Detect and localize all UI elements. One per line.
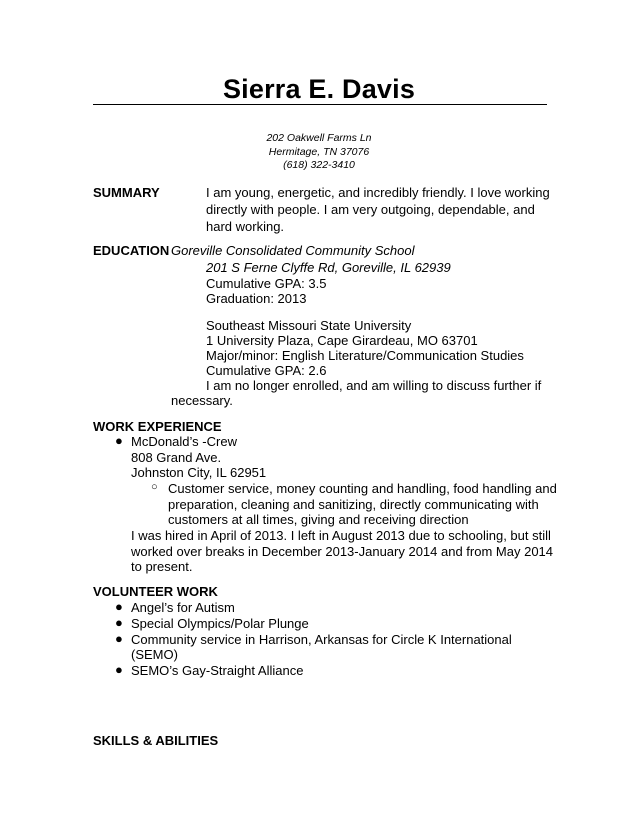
work-city: Johnston City, IL 62951 bbox=[131, 465, 267, 480]
summary-line: directly with people. I am very outgoing, dependable, and bbox=[206, 202, 535, 217]
school-graduation: Graduation: 2013 bbox=[206, 291, 307, 306]
bullet-icon: ● bbox=[115, 433, 123, 448]
volunteer-item: Community service in Harrison, Arkansas for Circle K International bbox=[131, 632, 512, 647]
work-heading: WORK EXPERIENCE bbox=[93, 419, 222, 434]
work-history-line: I was hired in April of 2013. I left in August 2013 due to schooling, but still bbox=[131, 528, 551, 543]
volunteer-item: SEMO’s Gay-Straight Alliance bbox=[131, 663, 304, 678]
volunteer-item-continued: (SEMO) bbox=[131, 647, 178, 662]
volunteer-item: Special Olympics/Polar Plunge bbox=[131, 616, 309, 631]
header-divider bbox=[93, 104, 547, 105]
bullet-icon: ● bbox=[115, 631, 123, 646]
address-line-1: 202 Oakwell Farms Ln bbox=[266, 132, 372, 144]
phone-number: (618) 322-3410 bbox=[283, 159, 355, 171]
bullet-icon: ● bbox=[115, 662, 123, 677]
bullet-icon: ● bbox=[115, 599, 123, 614]
summary-line: hard working. bbox=[206, 219, 285, 234]
contact-block bbox=[0, 132, 638, 173]
bullet-icon: ● bbox=[115, 615, 123, 630]
work-employer: McDonald’s -Crew bbox=[131, 434, 237, 449]
work-history-line: to present. bbox=[131, 559, 193, 574]
school-gpa: Cumulative GPA: 2.6 bbox=[206, 363, 327, 378]
school-major: Major/minor: English Literature/Communication Studies bbox=[206, 348, 524, 363]
enrollment-note: necessary. bbox=[171, 393, 233, 408]
enrollment-note: I am no longer enrolled, and am willing to discuss further if bbox=[206, 378, 542, 393]
work-street: 808 Grand Ave. bbox=[131, 450, 222, 465]
address-line-2: Hermitage, TN 37076 bbox=[268, 145, 370, 158]
hollow-bullet-icon: ○ bbox=[151, 481, 158, 493]
summary-line: I am young, energetic, and incredibly friendly. I love working bbox=[206, 185, 550, 200]
volunteer-item: Angel’s for Autism bbox=[131, 600, 235, 615]
school-name: Southeast Missouri State University bbox=[206, 318, 412, 333]
duty-line: Customer service, money counting and handling, food handling and bbox=[168, 481, 557, 496]
education-heading: EDUCATION bbox=[93, 243, 170, 258]
resume-name: Sierra E. Davis bbox=[222, 74, 416, 104]
summary-heading: SUMMARY bbox=[93, 185, 160, 200]
school-gpa: Cumulative GPA: 3.5 bbox=[206, 276, 327, 291]
school-name: Goreville Consolidated Community School bbox=[171, 243, 415, 258]
volunteer-heading: VOLUNTEER WORK bbox=[93, 584, 218, 599]
duty-line: preparation, cleaning and sanitizing, directly communicating with bbox=[168, 497, 539, 512]
school-address: 201 S Ferne Clyffe Rd, Goreville, IL 62939 bbox=[206, 260, 451, 275]
work-history-line: worked over breaks in December 2013-January 2014 and from May 2014 bbox=[131, 544, 554, 559]
skills-heading: SKILLS & ABILITIES bbox=[93, 733, 219, 748]
school-address: 1 University Plaza, Cape Girardeau, MO 63701 bbox=[206, 333, 478, 348]
duty-line: customers at all times, giving and receiving direction bbox=[168, 512, 469, 527]
